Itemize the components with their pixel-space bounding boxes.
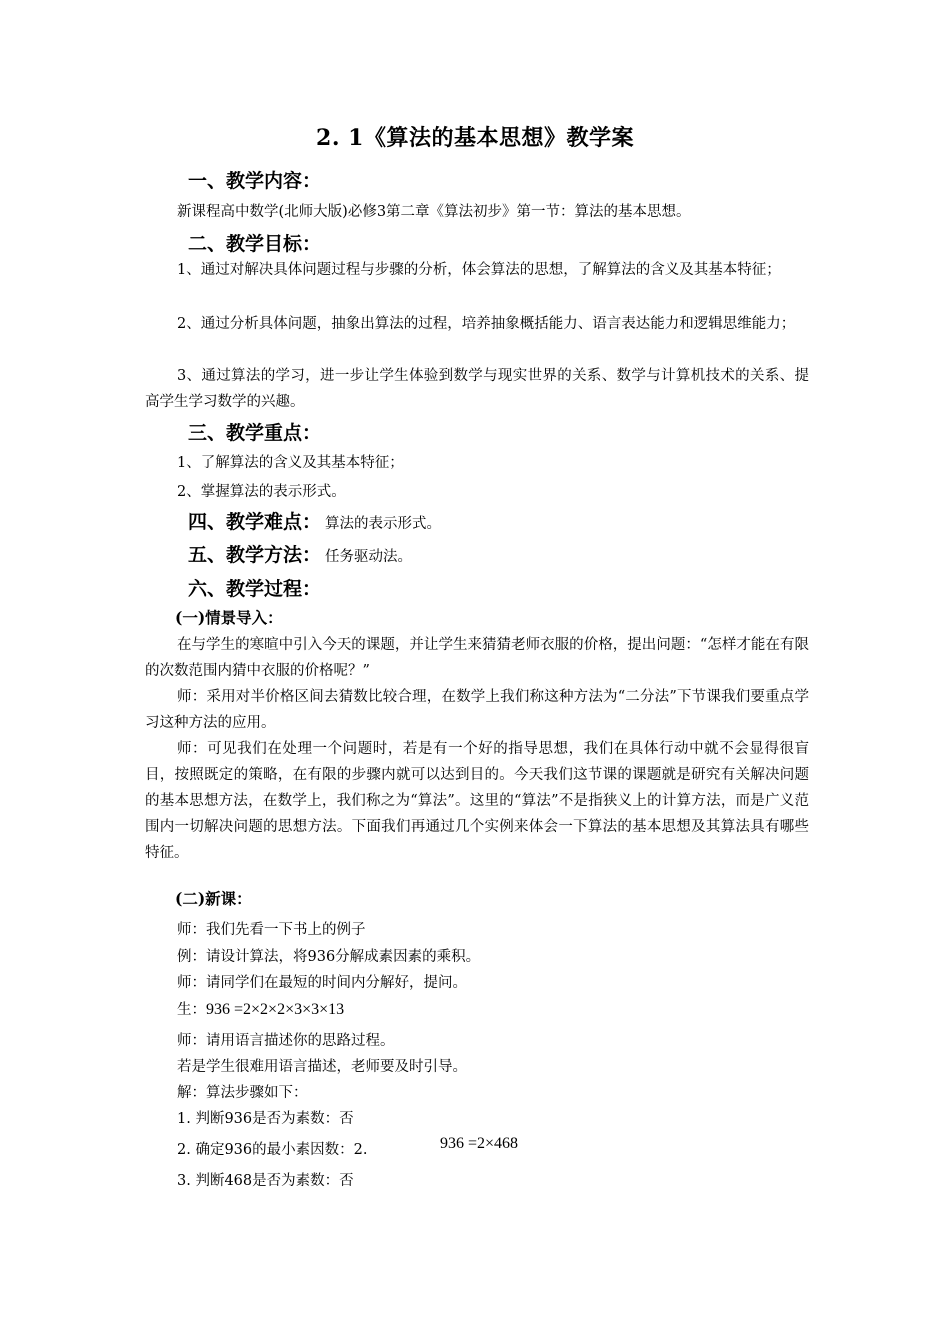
method-heading-label: 五、教学方法：: [188, 544, 322, 566]
heading-goals: 二、教学目标：: [188, 233, 322, 255]
student-math: 936 =2×2×2×3×3×13: [206, 1001, 345, 1018]
step-3: 3. 判断468是否为素数：否: [177, 1173, 354, 1189]
goal-2: 2、通过分析具体问题，抽象出算法的过程，培养抽象概括能力、语言表达能力和逻辑思维能力；: [177, 316, 796, 332]
key-point-1: 1、了解算法的含义及其基本特征；: [177, 455, 404, 471]
step-2-math: 936 =2×468: [440, 1135, 519, 1152]
difficulty-text: 算法的表示形式。: [325, 516, 442, 532]
intro-paragraph-1: 在与学生的寒暄中引入今天的课题，并让学生来猜猜老师衣服的价格，提出问题：“怎样才能在有限的次数范围内猜中衣服的价格呢？”: [145, 637, 809, 679]
goal-1: 1、通过对解决具体问题过程与步骤的分析，体会算法的思想，了解算法的含义及其基本特征；: [177, 262, 781, 278]
heading-process: 六、教学过程：: [188, 578, 322, 600]
intro-paragraph-3: 师：可见我们在处理一个问题时，若是有一个好的指导思想，我们在具体行动中就不会显得很盲目，按照既定的策略，在有限的步骤内就可以达到目的。今天我们这节课的课题就是研究有关解决问题的基本思想方法，在数学上，我们称之为“算法”。这里的“算法”不是指狭义上的计算方法，而是广义范围内一切解决问题的思想方法。下面我们再通过几个实例来体会一下算法的基本思想及其算法具有哪些特征。: [145, 741, 809, 861]
step-1: 1. 判断936是否为素数：否: [177, 1111, 354, 1127]
heading-key-points: 三、教学重点：: [188, 422, 322, 444]
document-title: 2. 1《算法的基本思想》教学案: [316, 125, 634, 151]
lesson-line-2: 例：请设计算法，将936分解成素因素的乘积。: [177, 949, 481, 965]
student-answer: [177, 998, 344, 1019]
heading-difficulty: [188, 507, 441, 534]
goal-3: 3、通过算法的学习，进一步让学生体验到数学与现实世界的关系、数学与计算机技术的关系、提高学生学习数学的兴趣。: [145, 368, 809, 410]
heading-new-lesson: (二)新课：: [175, 889, 252, 908]
key-point-2: 2、掌握算法的表示形式。: [177, 484, 346, 500]
difficulty-heading-label: 四、教学难点：: [188, 511, 322, 533]
method-text: 任务驱动法。: [325, 549, 413, 565]
student-label: 生：: [177, 1002, 206, 1018]
lesson-line-5: 若是学生很难用语言描述，老师要及时引导。: [177, 1059, 467, 1075]
heading-intro: (一)情景导入：: [175, 608, 283, 627]
content-text: 新课程高中数学(北师大版)必修3第二章《算法初步》第一节：算法的基本思想。: [177, 204, 691, 220]
heading-content: 一、教学内容：: [188, 170, 322, 192]
lesson-line-6: 解：算法步骤如下：: [177, 1085, 308, 1101]
step-2: 2. 确定936的最小素因数：2.: [177, 1142, 368, 1158]
intro-paragraph-2: 师：采用对半价格区间去猜数比较合理，在数学上我们称这种方法为“二分法”下节课我们要重点学习这种方法的应用。: [145, 689, 809, 731]
lesson-line-1: 师：我们先看一下书上的例子: [177, 922, 366, 938]
lesson-line-3: 师：请同学们在最短的时间内分解好，提问。: [177, 975, 467, 991]
lesson-line-4: 师：请用语言描述你的思路过程。: [177, 1033, 395, 1049]
heading-method: [188, 540, 412, 567]
